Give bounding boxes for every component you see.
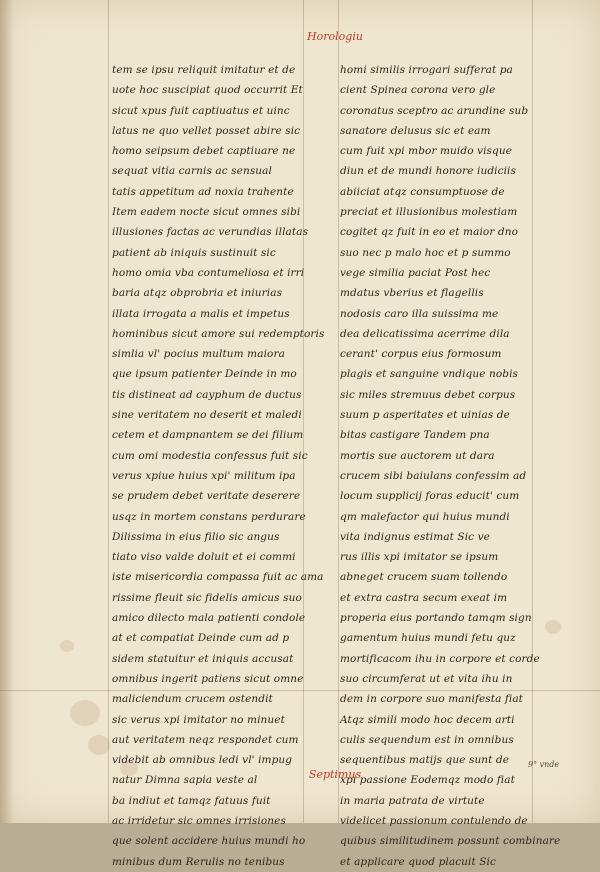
text-line: iste misericordia compassa fuit ac ama	[112, 571, 324, 584]
text-line: cetem et dampnantem se dei filium	[112, 429, 304, 442]
text-line: plagis et sanguine vndique nobis	[340, 368, 519, 381]
text-line: et applicare quod placuit Sic	[340, 855, 496, 868]
stain	[88, 735, 110, 755]
ruling-line-vertical	[303, 0, 304, 823]
text-line: diun et de mundi honore iudiciis	[340, 165, 517, 178]
text-line: que solent accidere huius mundi ho	[112, 835, 306, 848]
text-line: sanatore delusus sic et eam	[340, 124, 491, 137]
text-line: dea delicatissima acerrime dila	[340, 327, 510, 340]
text-line: sic miles stremuus debet corpus	[340, 388, 516, 401]
ruling-line-vertical	[532, 0, 533, 823]
text-line: minibus dum Rerulis no tenibus	[112, 855, 285, 868]
text-line: culis sequendum est in omnibus	[340, 733, 514, 746]
text-line: homo seipsum debet captiuare ne	[112, 145, 296, 158]
text-line: homi similis irrogari sufferat pa	[340, 64, 513, 76]
text-line: tiato viso valde doluit et ei commi	[112, 551, 296, 564]
text-line: videlicet passionum contulendo de	[340, 814, 528, 827]
text-line: preciat et illusionibus molestiam	[340, 206, 518, 219]
ruling-line-vertical	[338, 0, 339, 823]
text-line: sequentibus matijs que sunt de	[340, 754, 510, 767]
text-line: sequat vitia carnis ac sensual	[112, 165, 272, 178]
text-line: simlia vl' pocius multum maiora	[112, 348, 285, 361]
text-line: tis distineat ad cayphum de ductus	[112, 388, 302, 401]
text-line: Item eadem nocte sicut omnes sibi	[112, 206, 301, 219]
text-line: latus ne quo vellet posset abire sic	[112, 124, 301, 137]
text-line: Dilissima in eius filio sic angus	[112, 530, 280, 543]
text-line: qm malefactor qui huius mundi	[340, 510, 510, 523]
text-line: abneget crucem suam tollendo	[340, 571, 508, 584]
text-line: sicut xpus fuit captiuatus et uinc	[112, 104, 290, 117]
text-line: uote hoc suscipiat quod occurrit Et	[112, 84, 303, 97]
ruling-line-vertical	[108, 0, 109, 823]
running-head: Horologiu	[307, 30, 363, 43]
text-line: mdatus vberius et flagellis	[340, 287, 484, 300]
text-line: sine veritatem no deserit et maledi	[112, 409, 302, 422]
text-line: usqz in mortem constans perdurare	[112, 510, 306, 523]
text-line: xpi passione Eodemqz modo fiat	[340, 774, 515, 787]
text-line: illata irrogata a malis et impetus	[112, 307, 290, 320]
text-line: homo omia vba contumeliosa et irri	[112, 266, 305, 279]
text-line: cum omi modestia confessus fuit sic	[112, 449, 308, 462]
text-line: crucem sibi baiulans confessim ad	[340, 469, 527, 482]
text-line: sidem statuitur et iniquis accusat	[112, 652, 294, 665]
text-line: cient Spinea corona vero gle	[340, 84, 496, 97]
text-line: sic verus xpi imitator no minuet	[112, 713, 285, 726]
text-line: coronatus sceptro ac arundine sub	[340, 104, 529, 117]
text-line: ac irridetur sic omnes irrisiones	[112, 814, 286, 827]
text-line: abiiciat atqz consumptuose de	[340, 185, 505, 198]
stain	[60, 640, 74, 652]
text-line: ba indiut et tamqz fatuus fuit	[112, 794, 271, 807]
text-line: se prudem debet veritate deserere	[112, 490, 301, 503]
text-line: que ipsum patienter Deinde in mo	[112, 368, 297, 381]
text-line: amico dilecto mala patienti condole	[112, 612, 306, 625]
text-line: illusiones factas ac verundias illatas	[112, 226, 309, 239]
text-line: cogitet qz fuit in eo et maior dno	[340, 226, 518, 239]
text-line: mortificacom ihu in corpore et corde	[340, 652, 540, 665]
text-line: suum p asperitates et uinias de	[340, 409, 510, 422]
text-line: in maria patrata de virtute	[340, 794, 485, 807]
text-line: omnibus ingerit patiens sicut omne	[112, 672, 304, 685]
text-line: quibus similitudinem possunt combinare	[340, 835, 561, 848]
text-line: Atqz simili modo hoc decem arti	[340, 713, 515, 726]
text-line: cerant' corpus eius formosum	[340, 348, 502, 361]
text-line: gamentum huius mundi fetu quz	[340, 632, 516, 645]
footer-rubric: Septimus	[308, 768, 362, 781]
text-line: rissime fleuit sic fidelis amicus suo	[112, 591, 302, 604]
gutter-shadow	[0, 0, 14, 823]
stain	[545, 620, 561, 634]
text-line: verus xpiue huius xpi' militum ipa	[112, 469, 296, 482]
text-line: suo nec p malo hoc et p summo	[340, 246, 511, 259]
text-line: at et compatiat Deinde cum ad p	[112, 632, 290, 645]
stain	[70, 700, 100, 726]
text-line: mortis sue auctorem ut dara	[340, 449, 495, 462]
text-line: nodosis caro illa suissima me	[340, 307, 499, 320]
text-line: bitas castigare Tandem pna	[340, 429, 490, 442]
text-line: vita indignus estimat Sic ve	[340, 530, 490, 543]
text-line: et extra castra secum exeat im	[340, 591, 508, 604]
text-line: natur Dimna sapia veste al	[112, 774, 258, 787]
text-line: maliciendum crucem ostendit	[112, 693, 273, 706]
catchword: 9° vnde	[528, 760, 560, 769]
text-line: tatis appetitum ad noxia trahente	[112, 185, 294, 198]
text-line: properia eius portando tamqm sign	[340, 612, 532, 625]
text-line: dem in corpore suo manifesta fiat	[340, 693, 523, 706]
text-line: suo circumferat ut et vita ihu in	[340, 672, 513, 685]
text-line: vege similia paciat Post hec	[340, 266, 491, 279]
text-line: locum supplicij foras educit' cum	[340, 490, 520, 503]
text-line: aut veritatem neqz respondet cum	[112, 733, 299, 746]
text-line: videbit ab omnibus ledi vl' impug	[112, 754, 293, 767]
text-line: patient ab iniquis sustinuit sic	[112, 246, 276, 259]
text-line: cum fuit xpi mbor muido visque	[340, 145, 513, 158]
text-line: tem se ipsu reliquit imitatur et de	[112, 64, 296, 76]
text-line: baria atqz obprobria et iniurias	[112, 287, 283, 300]
text-line: hominibus sicut amore sui redemptoris	[112, 327, 325, 340]
text-line: rus illis xpi imitator se ipsum	[340, 551, 499, 564]
left-text-column	[112, 60, 325, 872]
